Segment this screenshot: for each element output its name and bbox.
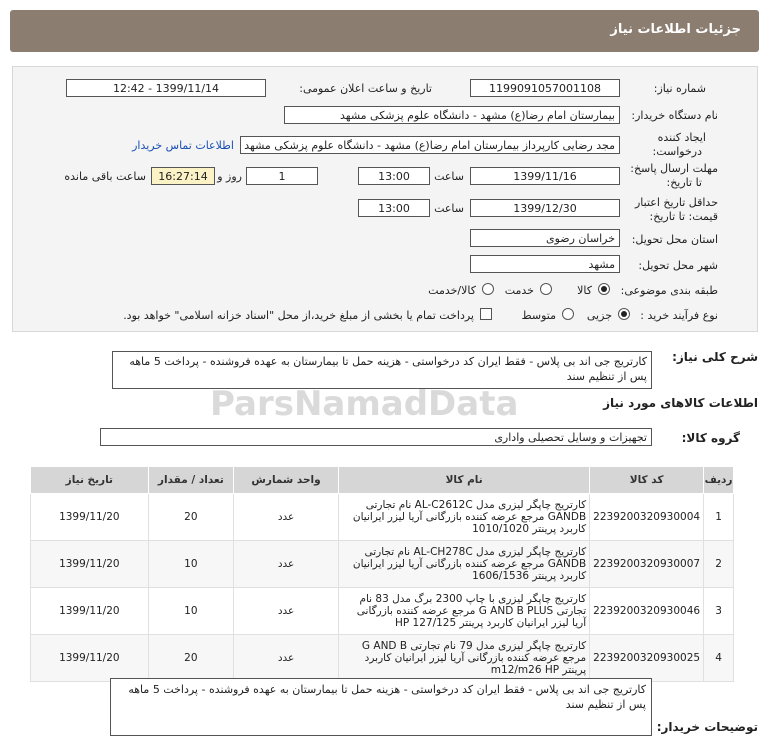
summary-field: کارتریج جی اند بی پلاس - فقط ایران کد درخواستی - هزینه حمل تا بیمارستان به عهده فروشنده - پرداخت 5 ماهه پس از تنظیم سند <box>112 351 652 389</box>
table-row <box>31 494 734 541</box>
cell-code: 2239200320930004 <box>590 494 704 541</box>
col-header-code: کد کالا <box>590 467 704 494</box>
col-header-name: نام کالا <box>339 467 590 494</box>
validity-label-line1: حداقل تاریخ اعتبار <box>634 196 718 209</box>
city-label: شهر محل تحویل: <box>638 259 718 272</box>
days-label: روز و <box>217 170 242 183</box>
buyer-contact-link[interactable]: اطلاعات تماس خریدار <box>132 139 234 152</box>
cell-code: 2239200320930007 <box>590 541 704 588</box>
table-row <box>31 635 734 682</box>
purchase-radio-medium[interactable] <box>562 308 574 320</box>
category-label: طبقه بندی موضوعی: <box>620 284 718 297</box>
table-row <box>31 588 734 635</box>
deadline-label-line2: تا تاریخ: <box>666 176 702 189</box>
validity-time-field: 13:00 <box>358 199 430 217</box>
cell-qty: 10 <box>148 588 233 635</box>
remaining-time-field: 16:27:14 <box>151 167 215 185</box>
city-field: مشهد <box>470 255 620 273</box>
cell-row: 4 <box>704 635 734 682</box>
cell-unit: عدد <box>234 494 339 541</box>
goods-group-label: گروه کالا: <box>681 431 740 445</box>
validity-label-line2: قیمت: تا تاریخ: <box>649 210 718 223</box>
deadline-label-line1: مهلت ارسال پاسخ: <box>630 162 718 175</box>
cell-unit: عدد <box>234 588 339 635</box>
cell-date: 1399/11/20 <box>31 588 149 635</box>
goods-table <box>30 466 734 682</box>
need-number-field: 1199091057001108 <box>470 79 620 97</box>
category-radio-goods[interactable] <box>598 283 610 295</box>
category-radio-goods-service[interactable] <box>482 283 494 295</box>
purchase-option-medium: متوسط <box>521 309 556 322</box>
category-option-service: خدمت <box>504 284 534 297</box>
treasury-payment-note: پرداخت تمام یا بخشی از مبلغ خرید،از محل "اسناد خزانه اسلامی" خواهد بود. <box>123 309 474 322</box>
treasury-payment-checkbox[interactable] <box>480 308 492 320</box>
cell-date: 1399/11/20 <box>31 635 149 682</box>
goods-group-field: تجهیزات و وسایل تحصیلی واداری <box>100 428 652 446</box>
announce-date-label: تاریخ و ساعت اعلان عمومی: <box>299 82 432 95</box>
deadline-date-field: 1399/11/16 <box>470 167 620 185</box>
col-header-unit: واحد شمارش <box>234 467 339 494</box>
cell-qty: 20 <box>148 494 233 541</box>
table-row <box>31 541 734 588</box>
category-option-goods: کالا <box>577 284 592 297</box>
cell-date: 1399/11/20 <box>31 494 149 541</box>
deadline-time-label: ساعت <box>434 170 464 183</box>
cell-row: 3 <box>704 588 734 635</box>
buyer-notes-field: کارتریج جی اند بی پلاس - فقط ایران کد درخواستی - هزینه حمل تا بیمارستان به عهده فروشنده - پرداخت 5 ماهه پس از تنظیم سند <box>110 678 652 736</box>
days-remaining-field: 1 <box>246 167 318 185</box>
announce-date-field: 1399/11/14 - 12:42 <box>66 79 266 97</box>
summary-label: شرح کلی نیاز: <box>672 350 758 364</box>
purchase-type-label: نوع فرآیند خرید : <box>640 309 718 322</box>
purchase-radio-minor[interactable] <box>618 308 630 320</box>
title-bar <box>10 10 759 52</box>
validity-time-label: ساعت <box>434 202 464 215</box>
col-header-date: تاریخ نیاز <box>31 467 149 494</box>
cell-qty: 20 <box>148 635 233 682</box>
watermark-text: ParsNamadData <box>210 384 519 424</box>
buyer-notes-label: توضیحات خریدار: <box>656 720 758 734</box>
goods-section-title: اطلاعات کالاهای مورد نیاز <box>603 396 758 410</box>
creator-label-line1: ایجاد کننده <box>657 131 706 144</box>
col-header-qty: تعداد / مقدار <box>148 467 233 494</box>
buyer-field: بیمارستان امام رضا(ع) مشهد - دانشگاه علوم پزشکی مشهد <box>284 106 620 124</box>
purchase-option-minor: جزیی <box>586 309 612 322</box>
province-label: استان محل تحویل: <box>631 233 718 246</box>
creator-label-line2: درخواست: <box>652 145 702 158</box>
cell-name: کارتریج چاپگر لیزری مدل AL-C2612C نام تجارتی GANDB مرجع عرضه کننده بازرگانی آریا لیزر ایرانیان کاربرد پرینتر 1010/1020 <box>339 494 590 541</box>
cell-qty: 10 <box>148 541 233 588</box>
validity-date-field: 1399/12/30 <box>470 199 620 217</box>
category-radio-service[interactable] <box>540 283 552 295</box>
cell-code: 2239200320930025 <box>590 635 704 682</box>
cell-name: کارتریج چاپگر لیزری مدل AL-CH278C نام تجارتی GANDB مرجع عرضه کننده بازرگانی آریا لیزر ایرانیان کاربرد پرینتر 1606/1536 <box>339 541 590 588</box>
cell-unit: عدد <box>234 635 339 682</box>
cell-name: کارتریج چاپگر لیزری با چاپ 2300 برگ مدل 83 نام تجارتی G AND B PLUS مرجع عرضه کننده بازرگانی آریا لیزر ایرانیان کاربرد پرینتر HP 127/125 <box>339 588 590 635</box>
col-header-row: ردیف <box>704 467 734 494</box>
buyer-label: نام دستگاه خریدار: <box>631 109 718 122</box>
category-option-goods-service: کالا/خدمت <box>428 284 476 297</box>
province-field: خراسان رضوی <box>470 229 620 247</box>
cell-code: 2239200320930046 <box>590 588 704 635</box>
cell-row: 2 <box>704 541 734 588</box>
cell-unit: عدد <box>234 541 339 588</box>
page-title: جزئیات اطلاعات نیاز <box>610 22 741 37</box>
deadline-time-field: 13:00 <box>358 167 430 185</box>
cell-row: 1 <box>704 494 734 541</box>
cell-name: کارتریج چاپگر لیزری مدل 79 نام تجارتی G AND B مرجع عرضه کننده بازرگانی آریا لیزر ایرانیان کاربرد پرینتر m12/m26 HP <box>339 635 590 682</box>
need-number-label: شماره نیاز: <box>653 82 706 95</box>
remaining-time-label: ساعت باقی مانده <box>64 170 146 183</box>
creator-field: مجد رضایی کارپرداز بیمارستان امام رضا(ع) مشهد - دانشگاه علوم پزشکی مشهد <box>240 136 620 154</box>
cell-date: 1399/11/20 <box>31 541 149 588</box>
